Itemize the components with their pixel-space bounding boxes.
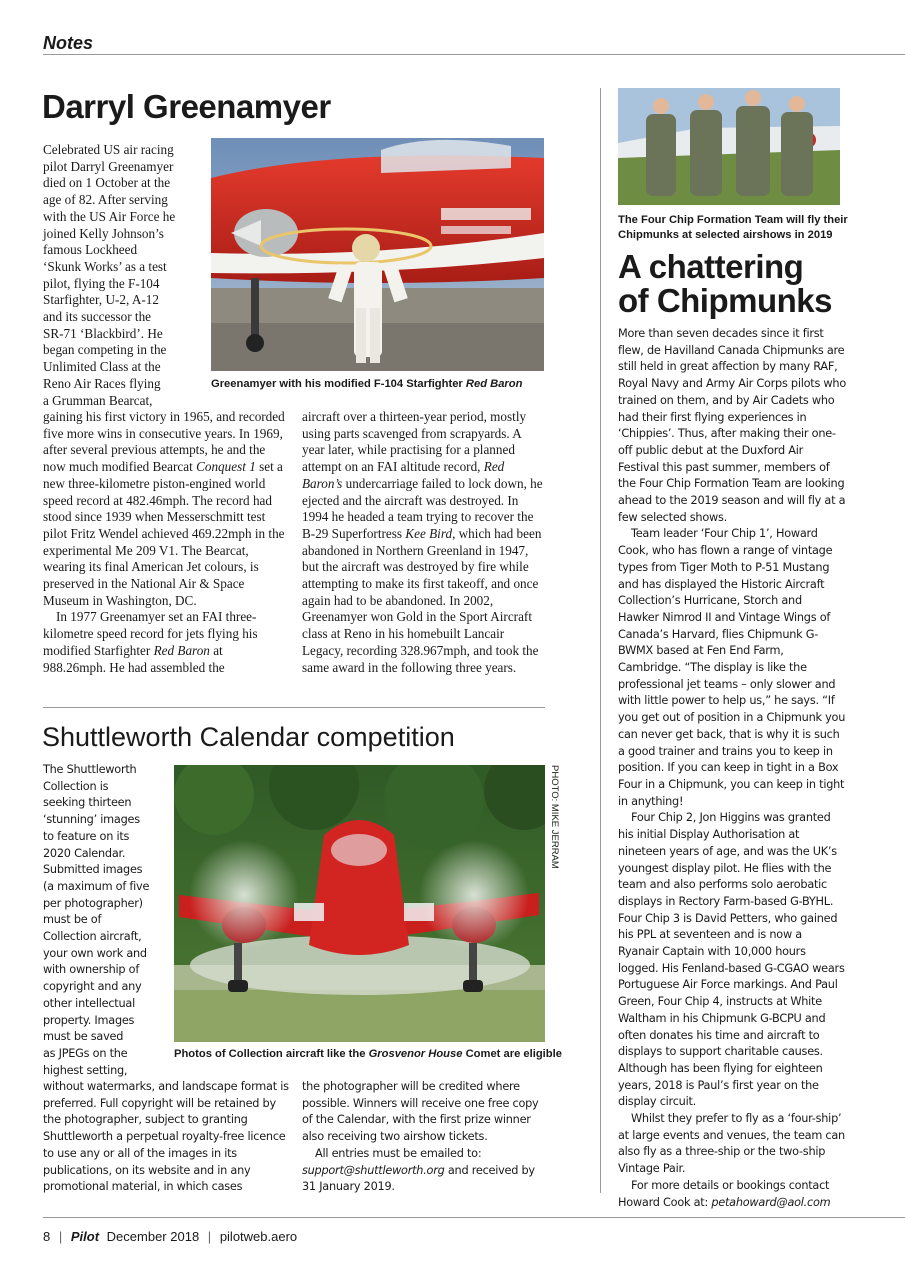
text-run: aircraft over a thirteen-year period, mostly using parts scavenged from scrapyards. A year later, while practising for a planned attempt on an FAI altitude record, bbox=[302, 409, 527, 475]
comet-photo-illustration bbox=[174, 765, 545, 1042]
text-run: set a new three-kilometre piston-engined world speed record at 482.46mph. The record had stood since 1939 when Messerschmitt test pilot Fritz Wendel achieved 469.22mph in the experimental Me 209 V1. The Bearcat, wearing its final American Jet colours, is preserved in the National Air & Space Museum in Washington, DC. bbox=[43, 459, 285, 608]
intro-line: seeking thirteen bbox=[43, 796, 132, 810]
intro-line: pilot Darryl Greenamyer bbox=[43, 158, 174, 174]
text-run: All entries must be emailed to: bbox=[315, 1146, 482, 1160]
shuttleworth-body-col1 bbox=[43, 1079, 289, 1196]
caption-emphasis: Red Baron bbox=[465, 378, 523, 390]
intro-line: Unlimited Class at the bbox=[43, 359, 161, 375]
shuttleworth-intro bbox=[43, 762, 171, 1079]
footer-rule bbox=[43, 1217, 905, 1218]
comet-photo bbox=[174, 765, 545, 1042]
caption-text: Photos of Collection aircraft like the bbox=[174, 1048, 369, 1060]
text-italic: Conquest 1 bbox=[196, 459, 256, 475]
intro-line: your own work and bbox=[43, 946, 147, 960]
intro-line: and its successor the bbox=[43, 309, 152, 325]
text-run: , which had been abandoned in Northern Greenland in 1947, but the aircraft was destroyed by fire while attempting to make its first takeoff, and once again had to be abandoned. In 2002, Greenamyer won Gold in the Sport Aircraft class at Reno in his homebuilt Lancair Legacy, recording 328.967mph, and took the same award in the following three years. bbox=[302, 525, 542, 675]
intro-line: a Grumman Bearcat, bbox=[43, 392, 153, 408]
article-title: Darryl Greenamyer bbox=[42, 88, 331, 125]
text-italic: Kee Bird bbox=[405, 525, 453, 541]
article-body-col1 bbox=[43, 409, 287, 676]
caption-emphasis: Grosvenor House bbox=[368, 1048, 463, 1060]
caption-text: Greenamyer with his modified F-104 Starfighter bbox=[211, 378, 466, 390]
red-baron-photo bbox=[211, 138, 544, 371]
website[interactable]: pilotweb.aero bbox=[219, 1229, 298, 1244]
text-run: In 1977 Greenamyer set an FAI three-kilometre speed record for jets flying his modified Starfighter bbox=[43, 609, 258, 658]
text-italic: Red Baron bbox=[153, 642, 210, 658]
body-paragraph: the photographer will be credited where possible. Winners will receive one free copy of the Calendar, with the first prize winner also receiving two airshow tickets. bbox=[302, 1080, 539, 1144]
header-rule bbox=[43, 54, 905, 55]
footer-separator: | bbox=[207, 1229, 212, 1244]
intro-line: Submitted images bbox=[43, 863, 143, 877]
intro-line: must be saved bbox=[43, 1030, 124, 1044]
intro-line: began competing in the bbox=[43, 342, 167, 358]
intro-line: died on 1 October at the bbox=[43, 175, 171, 191]
four-chip-team-illustration bbox=[618, 88, 840, 205]
intro-line: to feature on its bbox=[43, 829, 130, 843]
chipmunks-body bbox=[618, 326, 846, 1211]
email-link[interactable]: support@shuttleworth.org bbox=[302, 1163, 445, 1177]
page-number: 8 bbox=[43, 1229, 51, 1244]
section-label: Notes bbox=[43, 33, 94, 53]
text-run: at 988.26mph. He had assembled the bbox=[43, 642, 225, 675]
intro-line: copyright and any bbox=[43, 980, 142, 994]
photo-caption bbox=[211, 377, 522, 392]
shuttleworth-body-col2 bbox=[302, 1079, 546, 1196]
intro-line: joined Kelly Johnson’s bbox=[43, 225, 164, 241]
body-paragraph: Whilst they prefer to fly as a ‘four-ship’ at large events and venues, the team can also fly as a three-ship or the two-ship Vintage Pair. bbox=[618, 1112, 845, 1176]
intro-line: as JPEGs on the bbox=[43, 1046, 128, 1060]
four-chip-team-photo bbox=[618, 88, 840, 205]
intro-line: with the US Air Force he bbox=[43, 208, 176, 224]
text-run: and received by 31 January 2019. bbox=[302, 1163, 535, 1194]
column-divider bbox=[600, 88, 601, 1193]
intro-line: with ownership of bbox=[43, 963, 140, 977]
chipmunks-title bbox=[618, 250, 832, 318]
intro-line: per photographer) bbox=[43, 896, 143, 910]
intro-line: age of 82. After serving bbox=[43, 192, 168, 208]
intro-line: must be of bbox=[43, 913, 102, 927]
intro-line: 2020 Calendar. bbox=[43, 846, 126, 860]
intro-line: SR-71 ‘Blackbird’. He bbox=[43, 325, 163, 341]
photo-credit-text: PHOTO: MIKE JERRAM bbox=[549, 765, 560, 869]
intro-line: Celebrated US air racing bbox=[43, 142, 174, 157]
email-link[interactable]: petahoward@aol.com bbox=[711, 1195, 831, 1209]
body-paragraph bbox=[43, 409, 287, 609]
body-paragraph: Team leader ‘Four Chip 1’, Howard Cook, who has flown a range of vintage types from Tiger Moth to P-51 Mustang and has displayed the Historic Aircraft Collection’s Hurricane, Storch and Hawker Nimrod II and Vintage Wings of Canada’s Harvard, flies Chipmunk G-BWMX based at Fen End Farm, Cambridge. “The display is like the professional jet teams – only slower and with little power to help us,” he says. “If you get out of position in a Chipmunk you can never get back, that is why it is such a good trainer and trains you to keep in position. If you can keep in tight in a Box Four in a Chipmunk, you can keep in tight in anything! bbox=[618, 527, 846, 808]
body-paragraph: More than seven decades since it first flew, de Havilland Canada Chipmunks are still held in great affection by many RAF, Royal Navy and Army Air Corps pilots who trained on them, and by Air Cadets who had their first flying experiences in ‘Chippies’. Thus, after making their one-off public debut at the Duxford Air Festival this past summer, members of the Four Chip Formation Team are looking ahead to the 2019 season and will fly at a few selected shows. bbox=[618, 327, 846, 524]
text-italic: Red Baron’s bbox=[302, 459, 505, 491]
article-intro bbox=[43, 142, 208, 409]
intro-line: The Shuttleworth bbox=[43, 763, 137, 776]
photo-caption bbox=[174, 1047, 562, 1062]
intro-line: famous Lockheed bbox=[43, 242, 138, 258]
intro-line: Collection is bbox=[43, 779, 109, 793]
magazine-name: Pilot bbox=[70, 1229, 100, 1244]
article-body-col2 bbox=[302, 409, 546, 676]
body-paragraph bbox=[43, 609, 287, 676]
intro-line: pilot, flying the F-104 bbox=[43, 275, 160, 291]
article-divider bbox=[43, 707, 545, 708]
intro-line: ‘stunning’ images bbox=[43, 813, 140, 827]
body-paragraph: without watermarks, and landscape format is preferred. Full copyright will be retained by the photographer, subject to granting Shuttleworth a perpetual royalty-free licence to use any or all of the images in its publications, on its website and in any promotional material, in which cases bbox=[43, 1080, 289, 1194]
body-paragraph bbox=[618, 1178, 846, 1211]
footer-separator: | bbox=[58, 1229, 63, 1244]
intro-line: highest setting, bbox=[43, 1063, 128, 1077]
body-paragraph bbox=[302, 409, 546, 676]
intro-line: Starfighter, U-2, A-12 bbox=[43, 292, 159, 308]
intro-line: Reno Air Races flying bbox=[43, 375, 161, 391]
issue-date: December 2018 bbox=[106, 1229, 200, 1244]
text-run: For more details or bookings contact Howard Cook at: bbox=[618, 1178, 830, 1209]
intro-line: (a maximum of five bbox=[43, 879, 150, 893]
text-run: gaining his first victory in 1965, and recorded five more wins in consecutive years. In 1969, after several previous attempts, he and the now much modified Bearcat bbox=[43, 409, 285, 475]
photo-caption: The Four Chip Formation Team will fly their Chipmunks at selected airshows in 2019 bbox=[618, 214, 848, 241]
shuttleworth-title: Shuttleworth Calendar competition bbox=[42, 722, 455, 752]
title-line: of Chipmunks bbox=[618, 282, 832, 319]
intro-line: Collection aircraft, bbox=[43, 930, 142, 944]
intro-line: other intellectual bbox=[43, 996, 135, 1010]
intro-line: property. Images bbox=[43, 1013, 135, 1027]
caption-text: Comet are eligible bbox=[462, 1048, 562, 1060]
photo-credit bbox=[548, 765, 562, 885]
text-run: undercarriage failed to lock down, he ejected and the aircraft was destroyed. In 1994 he headed a team trying to recover the B-29 Superfortress bbox=[302, 475, 543, 541]
red-baron-photo-illustration bbox=[211, 138, 544, 371]
page-footer bbox=[43, 1229, 297, 1244]
intro-line: ‘Skunk Works’ as a test bbox=[43, 258, 167, 274]
title-line: A chattering bbox=[618, 248, 804, 285]
body-paragraph bbox=[302, 1146, 546, 1196]
body-paragraph: Four Chip 2, Jon Higgins was granted his initial Display Authorisation at nineteen years of age, and was the UK’s youngest display pilot. He flies with the team and also performs solo aerobatic displays in Rectory Farm-based G-BYHL. Four Chip 3 is David Petters, who gained his PPL at seventeen and is now a Ryanair Captain with 10,000 hours logged. His Fenland-based G-CGAO wears Portuguese Air Force markings. And Paul Green, Four Chip 4, instructs at White Waltham in his Chipmunk G-BCPU and often donates his time and aircraft to displays to support charitable causes. Although has been flying for eighteen years, 2018 is Paul’s first year on the display circuit. bbox=[618, 811, 845, 1109]
